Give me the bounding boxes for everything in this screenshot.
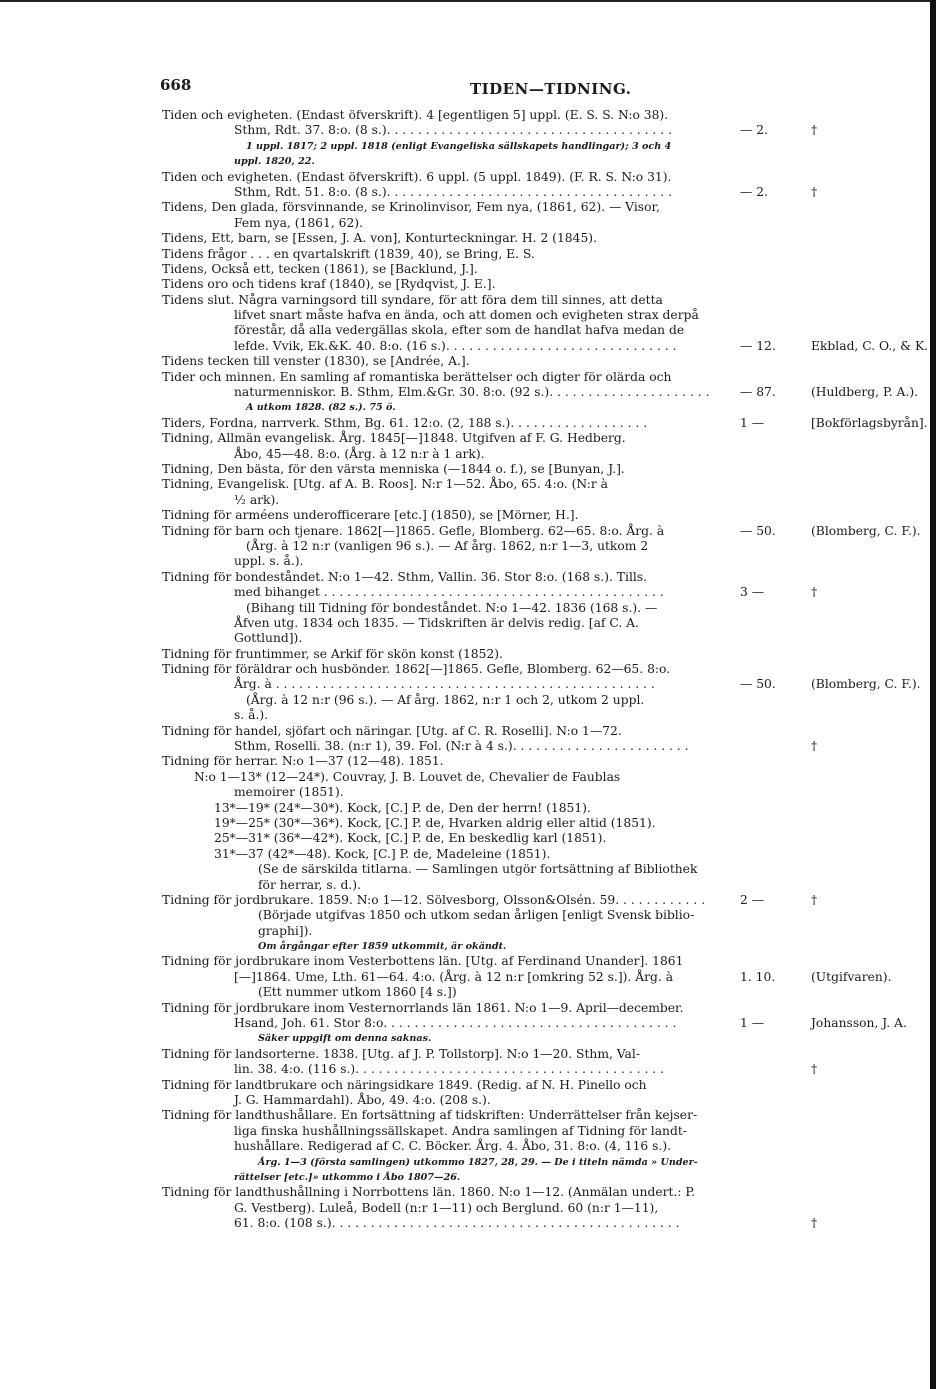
entry-line <box>162 1016 922 1031</box>
entry-line <box>162 493 922 508</box>
entry-line <box>162 570 922 585</box>
entry-line <box>162 508 922 523</box>
entry-text: uppl. s. å.). <box>234 554 304 569</box>
entry-text: 19*—25* (30*—36*). Kock, [C.] P. de, Hvarken aldrig eller altid (1851). <box>214 815 656 830</box>
entry-text: Tiders, Fordna, narrverk. Sthm, Bg. 61. 12:o. (2, 188 s.). . . . . . . . . . . . . . . . . . <box>162 415 648 430</box>
entry-text: Tidens tecken till venster (1830), se [Andrée, A.]. <box>162 354 470 369</box>
entry-line <box>162 385 922 400</box>
entry-line <box>162 462 922 477</box>
entry-text: Åbo, 45—48. 8:o. (Årg. à 12 n:r à 1 ark). <box>234 446 485 461</box>
entry-line <box>162 954 922 969</box>
entry-line <box>162 308 922 323</box>
entry-publisher: † <box>811 184 818 199</box>
entry-text: (Årg. à 12 n:r (96 s.). — Af årg. 1862, n:r 1 och 2, utkom 2 uppl. <box>246 692 645 707</box>
entry-line <box>162 1093 922 1108</box>
entry-line <box>162 1216 922 1231</box>
entry-text: liga finska hushållningssällskapet. Andra samlingen af Tidning för landt- <box>234 1123 687 1138</box>
entry-text: med bihanget . . . . . . . . . . . . . . . . . . . . . . . . . . . . . . . . . . . . . . . . . . . . <box>234 585 664 600</box>
entry-publisher: [Bokförlagsbyrån]. <box>811 415 928 430</box>
entry-text: för herrar, s. d.). <box>258 877 361 892</box>
entry-text: uppl. 1820, 22. <box>234 156 315 168</box>
entry-line <box>162 200 922 215</box>
entry-text: Tidning för barn och tjenare. 1862[—]1865. Gefle, Blomberg. 62—65. 8:o. Årg. à <box>162 523 665 538</box>
entry-text: J. G. Hammardahl). Åbo, 49. 4:o. (208 s.). <box>234 1093 491 1107</box>
entry-text: Tidning för handel, sjöfart och näringar. [Utg. af C. R. Roselli]. N:o 1—72. <box>162 723 622 738</box>
entry-text: Tidens slut. Några varningsord till syndare, för att föra dem till sinnes, att detta <box>162 292 663 307</box>
entry-text: Tidning för fruntimmer, se Arkif för skön konst (1852). <box>162 646 503 661</box>
entry-price: — 2. <box>740 184 768 199</box>
entry-text: Tidning för jordbrukare inom Vesterbottens län. [Utg. af Ferdinand Unander]. 1861 <box>162 954 684 969</box>
entry-line <box>162 601 922 616</box>
entry-text: Tidning för landsorterne. 1838. [Utg. af J. P. Tollstorp]. N:o 1—20. Sthm, Val- <box>162 1046 640 1061</box>
entry-text: Tider och minnen. En samling af romantiska berättelser och digter för olärda och <box>162 369 672 384</box>
entry-text: Tidens, Den glada, försvinnande, se Krinolinvisor, Fem nya, (1861, 62). — Visor, <box>162 200 660 215</box>
entry-line <box>162 323 922 338</box>
entry-line <box>162 1047 922 1062</box>
entry-line <box>162 631 922 646</box>
entry-line <box>162 338 929 354</box>
entry-text: Årg. 1—3 (första samlingen) utkommo 1827, 28, 29. — De i titeln nämda » Under- <box>258 1156 698 1168</box>
entry-price: 1 — <box>740 1016 765 1031</box>
entry-text: Om årgångar efter 1859 utkommit, är okändt. <box>258 941 507 953</box>
entry-publisher: Ekblad, C. O., & K. <box>811 338 929 353</box>
entry-publisher: † <box>811 1062 818 1077</box>
entry-text: rättelser [etc.]» utkommo i Åbo 1807—26. <box>234 1171 461 1183</box>
entry-publisher: (Blomberg, C. F.). <box>811 523 921 538</box>
page-number: 668 <box>160 76 192 94</box>
entry-text: 13*—19* (24*—30*). Kock, [C.] P. de, Den der herrn! (1851). <box>214 800 591 815</box>
entry-line <box>162 293 922 308</box>
entry-text: 61. 8:o. (108 s.). . . . . . . . . . . . . . . . . . . . . . . . . . . . . . . . . . . . . . . . . . . . . <box>234 1216 680 1231</box>
entry-line <box>162 1201 922 1216</box>
entry-text: Tidens frågor . . . en qvartalskrift (1839, 40), se Bring, E. S. <box>162 246 535 261</box>
entry-text: Tidning för arméens underofficerare [etc.] (1850), se [Mörner, H.]. <box>162 508 579 523</box>
entry-price: 1. 10. <box>740 969 776 984</box>
entry-line <box>162 231 922 246</box>
entry-line <box>162 277 922 292</box>
entry-text: Tidning, Allmän evangelisk. Årg. 1845[—]1848. Utgifven af F. G. Hedberg. <box>162 431 626 446</box>
entry-price: — 2. <box>740 123 768 138</box>
entry-publisher: † <box>811 892 818 907</box>
entry-text: N:o 1—13* (12—24*). Couvray, J. B. Louvet de, Chevalier de Faublas <box>194 769 621 784</box>
catalogue-entries <box>162 108 929 1232</box>
entry-text: lefde. Vvik, Ek.&K. 40. 8:o. (16 s.). . . . . . . . . . . . . . . . . . . . . . . . . . . . . . <box>234 338 677 353</box>
entry-line <box>162 908 922 923</box>
entry-text: s. å.). <box>234 708 269 723</box>
entry-text: 31*—37 (42*—48). Kock, [C.] P. de, Madeleine (1851). <box>214 846 551 861</box>
entry-text: Gottlund]). <box>234 631 303 646</box>
entry-text: förestår, då alla vedergällas skola, efter som de handlat hafva medan de <box>234 323 685 338</box>
entry-line <box>162 801 922 816</box>
entry-line <box>162 708 922 723</box>
entry-line <box>162 878 922 893</box>
entry-text: Tiden och evigheten. (Endast öfverskrift). 4 [egentligen 5] uppl. (E. S. S. N:o 38). <box>162 108 669 122</box>
entry-line <box>162 247 922 262</box>
entry-line <box>162 985 922 1000</box>
entry-line <box>162 262 922 277</box>
entry-text: Sthm, Rdt. 51. 8:o. (8 s.). . . . . . . . . . . . . . . . . . . . . . . . . . . . . . . . . . . . . <box>234 184 672 199</box>
entry-line <box>162 415 928 431</box>
entry-text: Årg. à . . . . . . . . . . . . . . . . . . . . . . . . . . . . . . . . . . . . . . . . . . . . . . . . . <box>234 677 655 692</box>
entry-line <box>162 1155 922 1170</box>
entry-text: (Bihang till Tidning för bondeståndet. N:o 1—42. 1836 (168 s.). — <box>246 600 658 615</box>
entry-line <box>162 123 922 138</box>
entry-line <box>162 816 922 831</box>
entry-line <box>162 370 922 385</box>
entry-line <box>162 739 922 754</box>
entry-line <box>162 970 922 985</box>
entry-text: Tidning för landthushållare. En fortsättning af tidskriften: Underrättelser från kejser- <box>162 1108 698 1123</box>
entry-line <box>162 1139 922 1154</box>
entry-line <box>162 1124 922 1139</box>
entry-line <box>162 1108 922 1123</box>
entry-price: 3 — <box>740 585 765 600</box>
entry-text: Tidning, Den bästa, för den värsta menniska (—1844 o. f.), se [Bunyan, J.]. <box>162 461 625 476</box>
entry-line <box>162 693 922 708</box>
entry-line <box>162 616 922 631</box>
entry-text: Tidens, Ett, barn, se [Essen, J. A. von], Konturteckningar. H. 2 (1845). <box>162 231 597 246</box>
entry-line <box>162 477 922 492</box>
entry-line <box>162 139 922 154</box>
entry-line <box>162 354 922 369</box>
entry-line <box>162 1185 922 1200</box>
entry-text: (Årg. à 12 n:r (vanligen 96 s.). — Af årg. 1862, n:r 1—3, utkom 2 <box>246 538 649 553</box>
entry-line <box>162 831 922 846</box>
entry-line <box>162 524 922 539</box>
entry-text: Tiden och evigheten. (Endast öfverskrift). 6 uppl. (5 uppl. 1849). (F. R. S. N:o 31). <box>162 169 672 184</box>
entry-price: — 50. <box>740 523 776 538</box>
entry-text: naturmenniskor. B. Sthm, Elm.&Gr. 30. 8:o. (92 s.). . . . . . . . . . . . . . . . . . . . . <box>234 385 710 400</box>
entry-line <box>162 785 922 800</box>
entry-price: 1 — <box>740 415 765 430</box>
entry-line <box>162 447 922 462</box>
entry-text: [—]1864. Ume, Lth. 61—64. 4:o. (Årg. à 12 n:r [omkring 52 s.]). Årg. à <box>234 969 674 984</box>
entry-text: hushållare. Redigerad af C. C. Böcker. Årg. 4. Åbo, 31. 8:o. (4, 116 s.). <box>234 1139 672 1154</box>
entry-line <box>162 924 922 939</box>
entry-line <box>162 1170 922 1185</box>
entry-text: Säker uppgift om denna saknas. <box>258 1033 432 1045</box>
entry-price: — 87. <box>740 385 776 400</box>
entry-text: Tidning för landthushållning i Norrbottens län. 1860. N:o 1—12. (Anmälan undert.: P. <box>162 1185 696 1200</box>
entry-text: Sthm, Roselli. 38. (n:r 1), 39. Fol. (N:r à 4 s.). . . . . . . . . . . . . . . . . . . . . . . <box>234 739 689 754</box>
entry-text: Tidning för jordbrukare inom Vesternorrlands län 1861. N:o 1—9. April—december. <box>162 1000 684 1015</box>
entry-line <box>162 154 922 169</box>
entry-line <box>162 770 922 785</box>
entry-line <box>162 1001 922 1016</box>
entry-text: memoirer (1851). <box>234 785 344 800</box>
entry-text: Tidning för herrar. N:o 1—37 (12—48). 1851. <box>162 754 444 769</box>
running-title: TIDEN—TIDNING. <box>470 80 632 98</box>
entry-text: (Se de särskilda titlarna. — Samlingen utgör fortsättning af Bibliothek <box>258 862 698 877</box>
entry-line <box>162 939 922 954</box>
entry-line <box>162 1078 922 1093</box>
entry-line <box>162 539 922 554</box>
entry-publisher: † <box>811 585 818 600</box>
page-top-edge <box>0 0 936 2</box>
entry-publisher: (Huldberg, P. A.). <box>811 385 919 400</box>
entry-line <box>162 662 922 677</box>
entry-text: G. Vestberg). Luleå, Bodell (n:r 1—11) och Berglund. 60 (n:r 1—11), <box>234 1200 659 1215</box>
entry-line <box>162 754 922 769</box>
entry-price: — 50. <box>740 677 776 692</box>
entry-text: Sthm, Rdt. 37. 8:o. (8 s.). . . . . . . . . . . . . . . . . . . . . . . . . . . . . . . . . . . . . <box>234 123 672 138</box>
entry-line <box>162 170 922 185</box>
entry-publisher: † <box>811 123 818 138</box>
entry-line <box>162 647 922 662</box>
entry-text: Fem nya, (1861, 62). <box>234 215 363 230</box>
entry-text: Tidning för jordbrukare. 1859. N:o 1—12. Sölvesborg, Olsson&Olsén. 59. . . . . . . . . . . . <box>162 892 706 907</box>
entry-publisher: † <box>811 1216 818 1231</box>
entry-text: graphi]). <box>258 923 313 938</box>
page-right-edge <box>930 0 936 1389</box>
entry-line <box>162 1062 922 1077</box>
entry-line <box>162 554 922 569</box>
entry-line <box>162 585 922 600</box>
entry-line <box>162 893 922 908</box>
entry-line <box>162 847 922 862</box>
entry-text: Tidning, Evangelisk. [Utg. af A. B. Roos]. N:r 1—52. Åbo, 65. 4:o. (N:r à <box>162 477 608 492</box>
entry-line <box>162 862 922 877</box>
entry-text: lifvet snart måste hafva en ända, och att domen och evigheten strax derpå <box>234 308 699 323</box>
entry-text: lin. 38. 4:o. (116 s.). . . . . . . . . . . . . . . . . . . . . . . . . . . . . . . . . . . . . . . . <box>234 1062 665 1077</box>
entry-text: (Började utgifvas 1850 och utkom sedan årligen [enligt Svensk biblio- <box>258 908 695 923</box>
entry-line <box>162 431 922 446</box>
entry-publisher: † <box>811 739 818 754</box>
entry-text: Tidning för landtbrukare och näringsidkare 1849. (Redig. af N. H. Pinello och <box>162 1077 647 1092</box>
entry-text: Tidning för föräldrar och husbönder. 1862[—]1865. Gefle, Blomberg. 62—65. 8:o. <box>162 662 671 677</box>
entry-line <box>162 216 922 231</box>
entry-line <box>162 1031 922 1046</box>
entry-text: Tidning för bondeståndet. N:o 1—42. Sthm, Vallin. 36. Stor 8:o. (168 s.). Tills. <box>162 569 648 584</box>
entry-text: Hsand, Joh. 61. Stor 8:o. . . . . . . . . . . . . . . . . . . . . . . . . . . . . . . . . . . . . . <box>234 1016 677 1031</box>
entry-text: 25*—31* (36*—42*). Kock, [C.] P. de, En beskedlig karl (1851). <box>214 831 607 846</box>
entry-text: 1 uppl. 1817; 2 uppl. 1818 (enligt Evangeliska sällskapets handlingar); 3 och 4 <box>246 140 672 152</box>
entry-price: — 12. <box>740 338 776 353</box>
entry-line <box>162 185 922 200</box>
entry-text: (Ett nummer utkom 1860 [4 s.]) <box>258 985 457 1000</box>
entry-publisher: (Utgifvaren). <box>811 969 892 984</box>
entry-line <box>162 677 922 692</box>
entry-text: ½ ark). <box>234 492 280 507</box>
entry-line <box>162 724 922 739</box>
entry-text: A utkom 1828. (82 s.). 75 ö. <box>246 402 396 414</box>
entry-text: Åfven utg. 1834 och 1835. — Tidskriften är delvis redig. [af C. A. <box>234 615 639 630</box>
entry-publisher: (Blomberg, C. F.). <box>811 677 921 692</box>
entry-line <box>162 108 922 123</box>
entry-line <box>162 400 922 415</box>
entry-text: Tidens, Också ett, tecken (1861), se [Backlund, J.]. <box>162 261 478 276</box>
entry-publisher: Johansson, J. A. <box>811 1016 907 1031</box>
entry-text: Tidens oro och tidens kraf (1840), se [Rydqvist, J. E.]. <box>162 277 496 292</box>
entry-price: 2 — <box>740 892 765 907</box>
